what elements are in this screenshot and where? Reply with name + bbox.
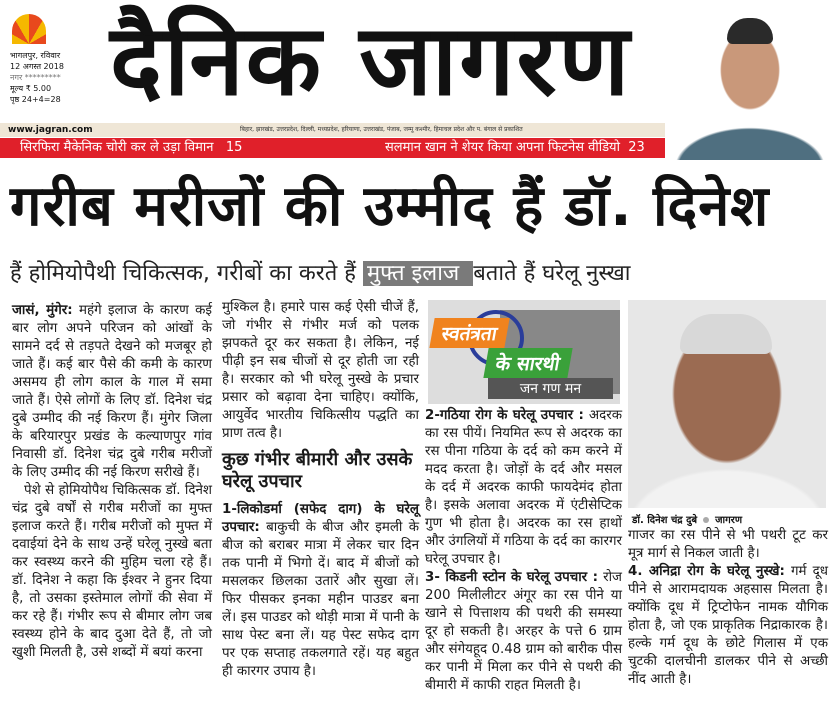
website-link[interactable]: www.jagran.com: [8, 125, 93, 135]
photo-caption: डॉ. दिनेश चंद्र दुबे जागरण: [632, 515, 743, 526]
column-2: मुश्किल है। हमारे पास कई ऐसी चीजें हैं, जो गंभीर से गंभीर मर्ज को पलक झपकते दूर कर सकता है। लेकिन, नई पीढ़ी इन सब चीजों से दूर होती जा रही है। सरकार को भी घरेलू नुस्खे के प्रचार प्रसार को बढ़ावा देना चाहिए। क्योंकि, आयुर्वेद भारतीय चिकित्सीय पद्धति का प्राण तत्व है। कुछ गंभीर बीमारी और उसके घरेलू उपचार 1-लिकोडर्मा (सफेद दाग) के घरेलू उपचार: बाकुची के बीज और इमली के बीज को बराबर मात्रा में लेकर चार दिन तक पानी में भिगो दें। बाद में बीजों को मसलकर छिलका उतारें और सुखा लें। फिर पीसकर इनका महीन पाउडर बना लें। इस पाउडर को थोड़ी मात्रा में पानी के साथ पेस्ट बना लें। यह पेस्ट सफेद दाग पर एक सप्ताह तकलगाते रहें। यह बहुत ही कारगर उपाय है।: [222, 300, 419, 679]
column-4: गाजर का रस पीने से भी पथरी टूट कर मूत्र मार्ग से निकल जाती है। 4. अनिद्रा रोग के घरेलू नुस्खे: गर्म दूध पीने से आरामदायक अहसास मिलता है। क्योंकि दूध में ट्रिप्टोफेन नामक यौगिक होता है, जो एक प्राकृतिक निद्राकारक है। हल्के गर्म दूध के छोटे गिलास में एक चुटकी दालचीनी डालकर पीने से अच्छी नींद आती है।: [628, 528, 828, 687]
celebrity-photo: [665, 10, 835, 160]
swatantrata-banner: स्वतंत्रता के सारथी जन गण मन: [428, 300, 620, 404]
edition-info: [10, 50, 70, 105]
masthead-strip: [0, 123, 665, 137]
page-count: पृष्ठ 24+4=28: [10, 95, 61, 104]
jagran-sun-logo: [12, 14, 46, 44]
price: मूल्य ₹ 5.00: [10, 84, 52, 93]
teaser-bar: [0, 138, 665, 158]
column-1: जासं, मुंगेर: महंगे इलाज के कारण कई बार लोग अपने परिजन को आंखों के सामने दर्द से तड़पते देखने को मजबूर हो जाते हैं। कई बार पैसे की कमी के कारण असमय ही लोग काल के गाल में समा जाते हैं। ऐसे लोगों के लिए डॉ. दिनेश चंद्र दुबे उम्मीद की नई किरण हैं। मुंगेर जिला के बरियारपुर प्रखंड के कल्याणपुर गांव निवासी डॉ. दिनेश चंद्र दुबे गरीब मरीजों के लिए उम्मीद की नई किरण सरीखे हैं। पेशे से होमियोपैथ चिकित्सक डॉ. दिनेश चंद्र दुबे वर्षों से गरीब मरीजों का मुफ्त इलाज करते हैं। गरीब मरीजों को मुफ्त में दवाईयां देने के साथ उन्हें घरेलू नुस्खे बता कर स्वस्थ्य करने की मुहिम चला रहे हैं। डॉ. दिनेश ने कहा कि ईश्वर ने हुनर दिया है, तो उसका इस्तेमाल लोगों की सेवा में कर रहे हैं। गंभीर रूप से बीमार लोग जब स्वस्थ्य होने के बाद दुआ देते हैं, तो जो खुशी मिलती है, उसे शब्दों में बयां करना: [12, 303, 212, 660]
doctor-photo: [628, 300, 826, 508]
edition: नगर *********: [10, 73, 61, 82]
subheading: कुछ गंभीर बीमारी और उसके घरेलू उपचार: [222, 449, 413, 492]
subheadline: हैं होमियोपैथी चिकित्सक, गरीबों का करते हैं मुफ्त इलाज बताते हैं घरेलू नुस्खा: [10, 261, 631, 286]
teaser-1[interactable]: सिरफिरा मैकेनिक चोरी कर ले उड़ा विमान 15: [20, 140, 243, 155]
column-3: 2-गठिया रोग के घरेलू उपचार : अदरक का रस पीयें। नियमित रूप से अदरक का रस पीना गठिया के दर्द को कम करने में मदद करता है। जोड़ों के दर्द और मसल के दर्द में अदरक काफी फायदेमंद होता है। इसके अलावा अदरक में एंटीसेप्टिक गुण भी होता है। अदरक का रस हाथों और उंगलियों में गठिया के दर्द का कारगर घरेलू उपचार है। 3- किडनी स्टोन के घरेलू उपचार : रोज 200 मिलीलीटर अंगूर का रस पीने या खाने से पित्ताशय की पथरी की समस्या दूर हो सकती है। अरहर के पत्ते 6 ग्राम और संगेयहूद 0.48 ग्राम को बारीक पीस कर पानी में मिला कर पीने से पथरी की बीमारी में काफी राहत मिलती है।: [425, 408, 622, 693]
dateline: जासं, मुंगेर:: [12, 303, 73, 318]
masthead-title: दैनिक जागरण: [110, 4, 632, 118]
headline: गरीब मरीजों की उम्मीद हैं डॉ. दिनेश: [10, 174, 770, 239]
paragraph: पेशे से होमियोपैथ चिकित्सक डॉ. दिनेश चंद्र दुबे वर्षों से गरीब मरीजों का मुफ्त इलाज करते हैं। गरीब मरीजों को मुफ्त में दवाईयां देने के साथ उन्हें घरेलू नुस्खे बता कर स्वस्थ्य करने की मुहिम चला रहे हैं। डॉ. दिनेश ने कहा कि ईश्वर ने हुनर दिया है, तो उसका इस्तेमाल लोगों की सेवा में कर रहे हैं। गंभीर रूप से बीमार लोग जब स्वस्थ्य होने के बाद दुआ देते हैं, तो जो खुशी मिलती है, उसे शब्दों में बयां करना: [12, 483, 212, 660]
paragraph: मुश्किल है। हमारे पास कई ऐसी चीजें हैं, जो गंभीर से गंभीर मर्ज को पलक झपकते दूर कर सकता है। लेकिन, नई पीढ़ी इन सब चीजों से दूर होती जा रही है। सरकार को भी घरेलू नुस्खे के प्रचार प्रसार को बढ़ावा देना चाहिए। क्योंकि, आयुर्वेद भारतीय चिकित्सीय पद्धति का प्राण तत्व है।: [222, 300, 419, 441]
highlight: मुफ्त इलाज: [363, 261, 473, 286]
teaser-2[interactable]: सलमान खान ने शेयर किया अपना फिटनेस वीडियो 23: [385, 140, 645, 155]
editions-list: बिहार, झारखंड, उत्तरप्रदेश, दिल्ली, मध्यप्रदेश, हरियाणा, उत्तराखंड, पंजाब, जम्मू कश्मीर, हिमाचल प्रदेश और प. बंगाल से प्रकाशित: [240, 126, 523, 133]
issue-date: 12 अगस्त 2018: [10, 62, 64, 71]
city-day: भागलपुर, रविवार: [10, 51, 61, 60]
